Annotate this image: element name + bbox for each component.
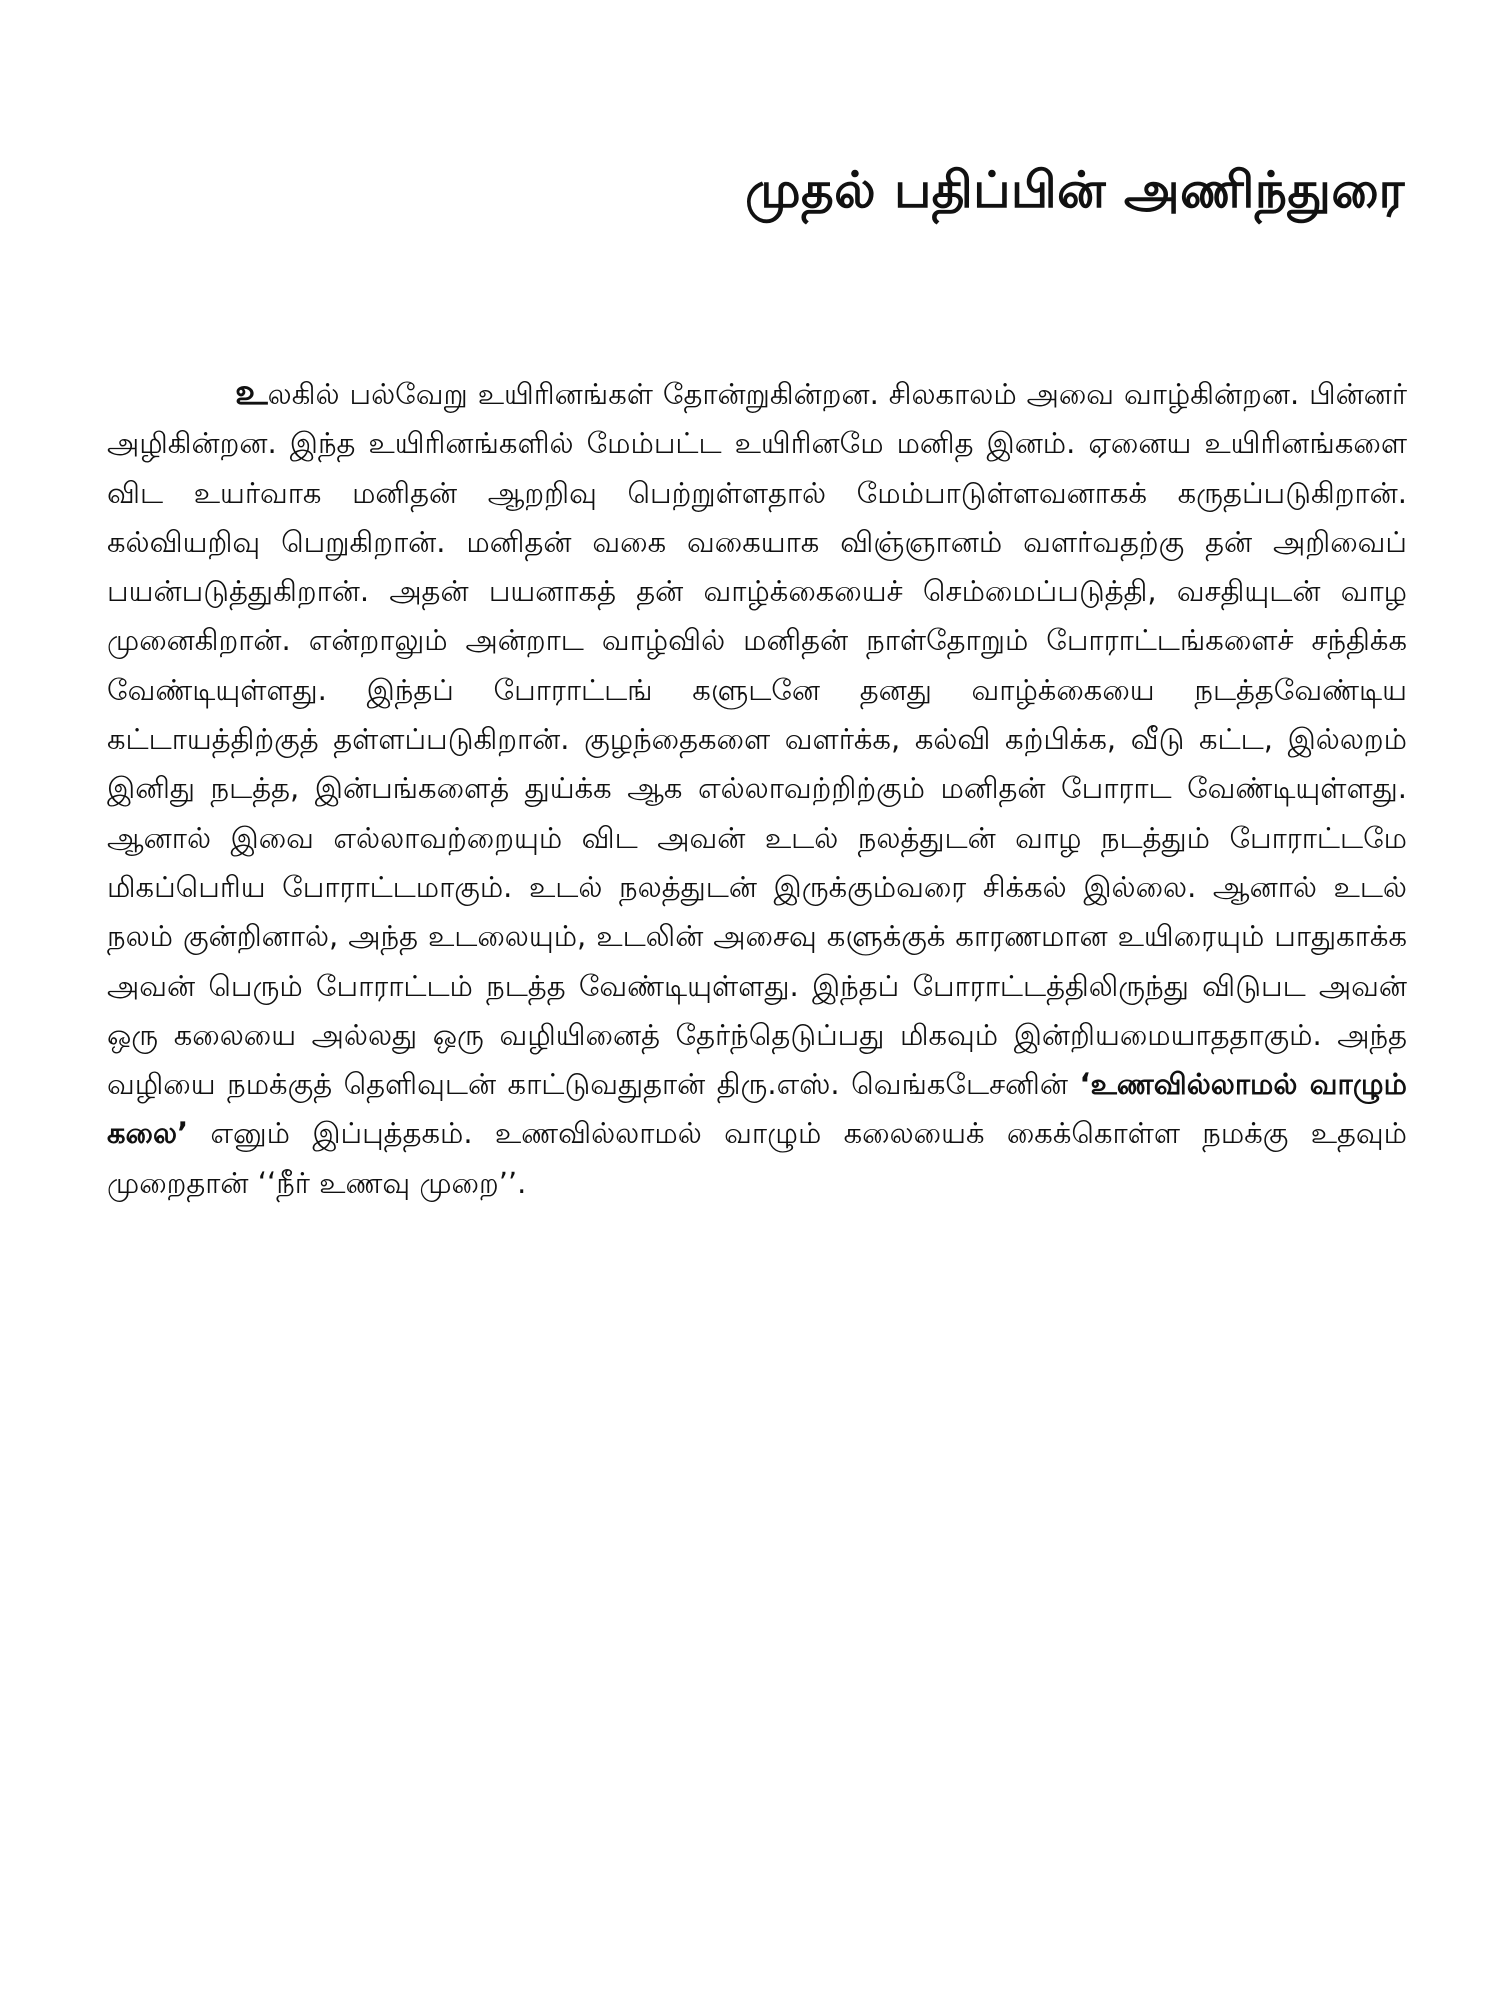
paragraph-text-after-book-title: எனும் இப்புத்தகம். உணவில்லாமல் வாழும் கலையைக் கைக்கொள்ள நமக்கு உதவும் முறைதான் ‘‘நீர் உணவு முறை’’. bbox=[107, 1116, 1407, 1200]
book-title-emphasis: ‘உணவில்லாமல் வாழும் கலை’ bbox=[107, 1067, 1407, 1151]
paragraph-text-before-book-title: லகில் பல்வேறு உயிரினங்கள் தோன்றுகின்றன. சிலகாலம் அவை வாழ்கின்றன. பின்னர் அழிகின்றன. இந்த உயிரினங்களில் மேம்பட்ட உயிரினமே மனித இனம். ஏனைய உயிரினங்களை விட உயர்வாக மனிதன் ஆறறிவு பெற்றுள்ளதால் மேம்பாடுள்ளவனாகக் கருதப்படுகிறான். கல்வியறிவு பெறுகிறான். மனிதன் வகை வகையாக விஞ்ஞானம் வளர்வதற்கு தன் அறிவைப் பயன்படுத்துகிறான். அதன் பயனாகத் தன் வாழ்க்கையைச் செம்மைப்படுத்தி, வசதியுடன் வாழ முனைகிறான். என்றாலும் அன்றாட வாழ்வில் மனிதன் நாள்தோறும் போராட்டங்களைச் சந்திக்க வேண்டியுள்ளது. இந்தப் போராட்டங் களுடனே தனது வாழ்க்கையை நடத்தவேண்டிய கட்டாயத்திற்குத் தள்ளப்படுகிறான். குழந்தைகளை வளர்க்க, கல்வி கற்பிக்க, வீடு கட்ட, இல்லறம் இனிது நடத்த, இன்பங்களைத் துய்க்க ஆக எல்லாவற்றிற்கும் மனிதன் போராட வேண்டியுள்ளது. ஆனால் இவை எல்லாவற்றையும் விட அவன் உடல் நலத்துடன் வாழ நடத்தும் போராட்டமே மிகப்பெரிய போராட்டமாகும். உடல் நலத்துடன் இருக்கும்வரை சிக்கல் இல்லை. ஆனால் உடல் நலம் குன்றினால், அந்த உடலையும், உடலின் அசைவு களுக்குக் காரணமான உயிரையும் பாதுகாக்க அவன் பெரும் போராட்டம் நடத்த வேண்டியுள்ளது. இந்தப் போராட்டத்திலிருந்து விடுபட அவன் ஒரு கலையை அல்லது ஒரு வழியினைத் தேர்ந்தெடுப்பது மிகவும் இன்றியமையாததாகும். அந்த வழியை நமக்குத் தெளிவுடன் காட்டுவதுதான் திரு.எஸ். வெங்கடேசனின் bbox=[107, 377, 1407, 1102]
body-paragraph bbox=[107, 368, 1407, 1208]
dropcap-letter: உ bbox=[235, 372, 268, 413]
page-title: முதல் பதிப்பின் அணிந்துரை bbox=[745, 161, 1405, 219]
